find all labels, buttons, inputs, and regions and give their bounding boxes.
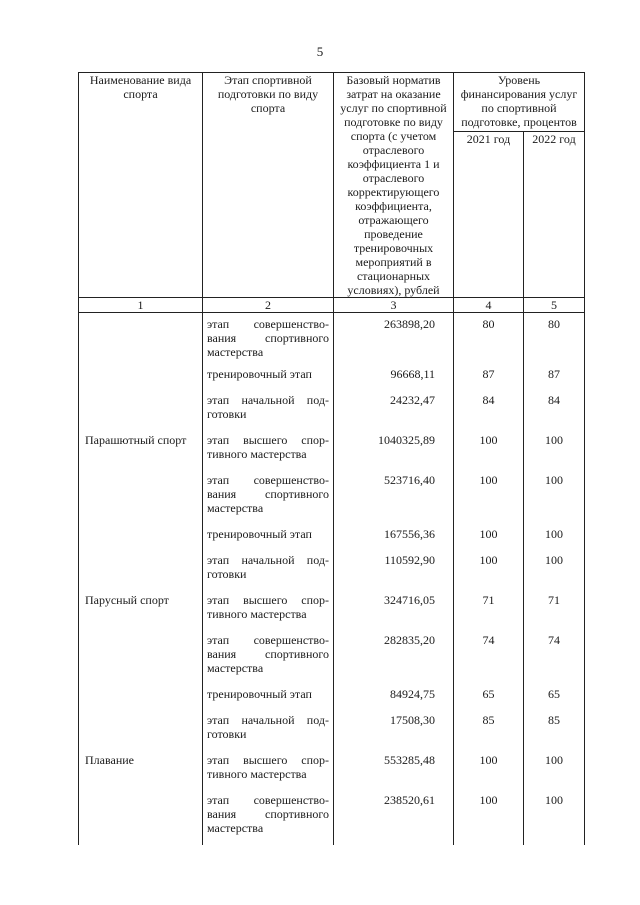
stage-cell: тренировочный этап <box>203 685 334 711</box>
norm-cell: 553285,48 <box>334 751 454 791</box>
page-number: 5 <box>316 44 324 59</box>
funding-2021-cell: 100 <box>454 551 524 591</box>
funding-2022-cell: 100 <box>524 751 585 791</box>
funding-2022-cell: 100 <box>524 791 585 845</box>
norm-cell: 96668,11 <box>334 365 454 391</box>
norm-cell: 523716,40 <box>334 471 454 525</box>
table-row <box>79 471 585 525</box>
stage-cell: этап совершенство-вания спортивного мастерства <box>203 791 334 845</box>
column-number-4: 4 <box>454 298 524 313</box>
sport-name-cell <box>79 525 203 551</box>
funding-2021-cell: 100 <box>454 471 524 525</box>
norm-cell: 24232,47 <box>334 391 454 431</box>
sport-name-cell <box>79 711 203 751</box>
stage-cell: этап совершенство-вания спортивного мастерства <box>203 471 334 525</box>
column-number-2: 2 <box>203 298 334 313</box>
funding-2022-cell: 65 <box>524 685 585 711</box>
stage-cell: этап высшего спор-тивного мастерства <box>203 591 334 631</box>
sport-name-cell <box>79 685 203 711</box>
table-row <box>79 551 585 591</box>
table-row <box>79 791 585 845</box>
funding-2022-cell: 80 <box>524 313 585 365</box>
column-number-1: 1 <box>79 298 203 313</box>
header-stage: Этап спортивной подготовки по виду спорта <box>203 73 334 298</box>
table-row <box>79 525 585 551</box>
column-number-3: 3 <box>334 298 454 313</box>
table-row <box>79 431 585 471</box>
table-row <box>79 751 585 791</box>
table-row <box>79 391 585 431</box>
funding-table <box>78 72 584 845</box>
stage-cell: этап начальной под-готовки <box>203 551 334 591</box>
norm-cell: 167556,36 <box>334 525 454 551</box>
sport-name-cell <box>79 471 203 525</box>
sport-name-cell <box>79 551 203 591</box>
norm-cell: 84924,75 <box>334 685 454 711</box>
funding-2021-cell: 84 <box>454 391 524 431</box>
norm-cell: 238520,61 <box>334 791 454 845</box>
table-row <box>79 685 585 711</box>
funding-2021-cell: 85 <box>454 711 524 751</box>
table-row <box>79 591 585 631</box>
sport-name-cell <box>79 365 203 391</box>
funding-2022-cell: 100 <box>524 431 585 471</box>
sport-name-cell <box>79 391 203 431</box>
funding-2021-cell: 80 <box>454 313 524 365</box>
funding-2021-cell: 71 <box>454 591 524 631</box>
funding-2022-cell: 87 <box>524 365 585 391</box>
table-row <box>79 313 585 365</box>
funding-2022-cell: 71 <box>524 591 585 631</box>
stage-cell: тренировочный этап <box>203 365 334 391</box>
sport-name-cell: Парашютный спорт <box>79 431 203 471</box>
norm-cell: 17508,30 <box>334 711 454 751</box>
funding-2021-cell: 74 <box>454 631 524 685</box>
funding-2021-cell: 100 <box>454 791 524 845</box>
header-sport: Наименование вида спорта <box>79 73 203 298</box>
column-number-5: 5 <box>524 298 585 313</box>
norm-cell: 1040325,89 <box>334 431 454 471</box>
sport-name-cell: Плавание <box>79 751 203 791</box>
norm-cell: 263898,20 <box>334 313 454 365</box>
funding-2022-cell: 100 <box>524 551 585 591</box>
funding-2022-cell: 100 <box>524 471 585 525</box>
norm-cell: 324716,05 <box>334 591 454 631</box>
stage-cell: этап совершенство-вания спортивного мастерства <box>203 631 334 685</box>
funding-2021-cell: 87 <box>454 365 524 391</box>
sport-name-cell <box>79 313 203 365</box>
stage-cell: этап высшего спор-тивного мастерства <box>203 751 334 791</box>
norm-cell: 282835,20 <box>334 631 454 685</box>
stage-cell: этап высшего спор-тивного мастерства <box>203 431 334 471</box>
sport-name-cell <box>79 631 203 685</box>
funding-2022-cell: 100 <box>524 525 585 551</box>
stage-cell: тренировочный этап <box>203 525 334 551</box>
funding-2021-cell: 65 <box>454 685 524 711</box>
funding-2021-cell: 100 <box>454 431 524 471</box>
funding-2022-cell: 85 <box>524 711 585 751</box>
funding-2022-cell: 84 <box>524 391 585 431</box>
header-year-2021: 2021 год <box>454 132 524 298</box>
stage-cell: этап начальной под-готовки <box>203 391 334 431</box>
funding-2021-cell: 100 <box>454 525 524 551</box>
funding-2022-cell: 74 <box>524 631 585 685</box>
stage-cell: этап начальной под-готовки <box>203 711 334 751</box>
table-body <box>79 313 585 845</box>
header-year-2022: 2022 год <box>524 132 585 298</box>
stage-cell: этап совершенство-вания спортивного мастерства <box>203 313 334 365</box>
table-row <box>79 631 585 685</box>
norms-table <box>78 72 585 845</box>
sport-name-cell: Парусный спорт <box>79 591 203 631</box>
norm-cell: 110592,90 <box>334 551 454 591</box>
table-row <box>79 365 585 391</box>
header-funding-level: Уровень финансирования услуг по спортивной подготовке, процентов <box>454 73 585 132</box>
sport-name-cell <box>79 791 203 845</box>
table-row <box>79 711 585 751</box>
funding-2021-cell: 100 <box>454 751 524 791</box>
header-norm: Базовый норматив затрат на оказание услуг по спортивной подготовке по виду спорта (с учетом отраслевого коэффициента 1 и отраслевого корректирующего коэффициента, отражающего проведение тренировочных мероприятий в стационарных условиях), рублей <box>334 73 454 298</box>
